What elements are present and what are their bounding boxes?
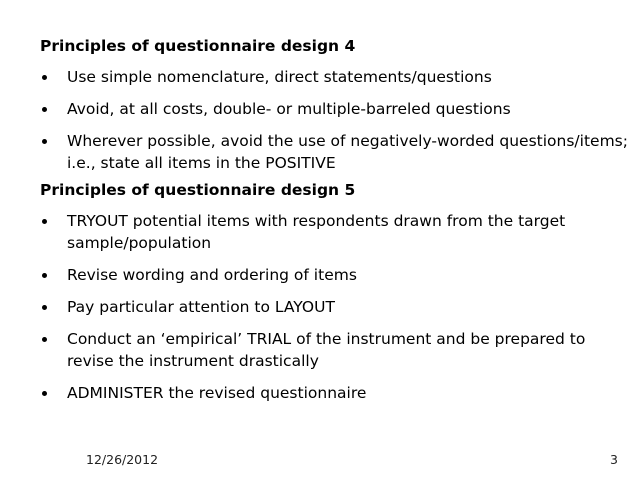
list-item	[40, 296, 630, 318]
bullet-icon	[42, 219, 47, 224]
bullet-text: Conduct an ‘empirical’ TRIAL of the instrument and be prepared to revise the instrument drastically	[67, 330, 586, 370]
bullet-icon	[42, 273, 47, 278]
list-item	[40, 66, 630, 88]
list-item	[40, 264, 630, 286]
list-item	[40, 210, 630, 254]
list-item	[40, 98, 630, 120]
list-item	[40, 328, 630, 372]
bullet-text: Revise wording and ordering of items	[67, 266, 357, 284]
section-heading-design-4: Principles of questionnaire design 4	[40, 37, 356, 55]
bullet-text: Wherever possible, avoid the use of negatively-worded questions/items; i.e., state all items in the POSITIVE	[67, 132, 628, 172]
bullet-list-design-5	[40, 210, 630, 404]
bullet-icon	[42, 391, 47, 396]
bullet-text: Use simple nomenclature, direct statements/questions	[67, 68, 492, 86]
list-item	[40, 130, 630, 174]
bullet-icon	[42, 107, 47, 112]
bullet-text: Avoid, at all costs, double- or multiple-barreled questions	[67, 100, 511, 118]
bullet-icon	[42, 139, 47, 144]
bullet-icon	[42, 75, 47, 80]
slide-number: 3	[610, 452, 618, 467]
bullet-icon	[42, 337, 47, 342]
bullet-text: ADMINISTER the revised questionnaire	[67, 384, 367, 402]
list-item	[40, 382, 630, 404]
bullet-list-design-4	[40, 66, 630, 174]
bullet-icon	[42, 305, 47, 310]
footer-date: 12/26/2012	[86, 452, 159, 467]
section-heading-design-5: Principles of questionnaire design 5	[40, 181, 356, 199]
bullet-text: TRYOUT potential items with respondents drawn from the target sample/population	[67, 212, 566, 252]
bullet-text: Pay particular attention to LAYOUT	[67, 298, 335, 316]
slide-content	[40, 36, 630, 414]
